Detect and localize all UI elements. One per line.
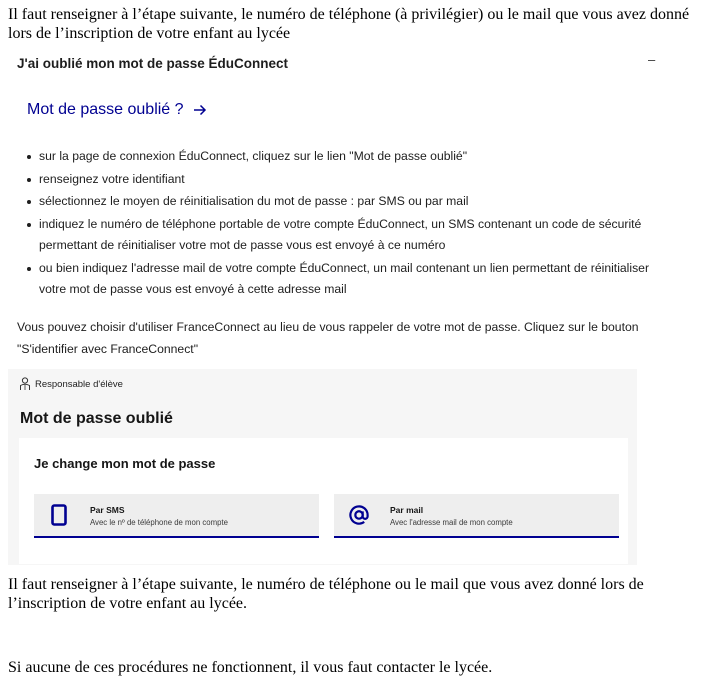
- forgot-password-link[interactable]: [27, 101, 207, 119]
- at-sign-icon: [348, 504, 370, 526]
- mail-option-label: Par mail: [390, 505, 424, 515]
- list-item: sur la page de connexion ÉduConnect, cliquez sur le lien "Mot de passe oublié": [27, 146, 667, 168]
- forgot-password-page-screenshot: [8, 369, 637, 565]
- sms-option-button[interactable]: [34, 494, 319, 538]
- mail-option-sublabel: Avec l'adresse mail de mon compte: [390, 518, 513, 527]
- role-indicator: [19, 377, 123, 391]
- mail-option-button[interactable]: [334, 494, 619, 538]
- intro-paragraph: Il faut renseigner à l’étape suivante, le numéro de téléphone (à privilégier) ou le mail que vous avez donné lors de l’inscription de votre enfant au lycée: [8, 6, 690, 42]
- list-item: sélectionnez le moyen de réinitialisation du mot de passe : par SMS ou par mail: [27, 191, 667, 213]
- steps-list: [27, 146, 667, 302]
- section-title: J'ai oublié mon mot de passe ÉduConnect: [17, 56, 289, 71]
- collapse-toggle[interactable]: –: [648, 52, 656, 67]
- list-item: renseignez votre identifiant: [27, 169, 667, 191]
- phone-icon: [48, 504, 70, 526]
- arrow-right-icon: [193, 104, 207, 116]
- card-title: Je change mon mot de passe: [34, 456, 216, 471]
- final-paragraph: Si aucune de ces procédures ne fonctionnent, il vous faut contacter le lycée.: [8, 659, 493, 676]
- second-paragraph: Il faut renseigner à l’étape suivante, le numéro de téléphone ou le mail que vous avez donné lors de l’inscription de votre enfant au lycée.: [8, 576, 644, 612]
- user-icon: [19, 377, 31, 391]
- page-title: Mot de passe oublié: [20, 410, 173, 427]
- sms-option-label: Par SMS: [90, 505, 125, 515]
- forgot-password-link-label: Mot de passe oublié ?: [27, 101, 184, 118]
- role-label: Responsable d'élève: [35, 378, 123, 390]
- sms-option-sublabel: Avec le nº de téléphone de mon compte: [90, 518, 228, 527]
- list-item: ou bien indiquez l'adresse mail de votre compte ÉduConnect, un mail contenant un lien permettant de réinitialiser votre mot de passe vous est envoyé à cette adresse mail: [27, 258, 667, 301]
- educonnect-help-screenshot: [8, 47, 708, 362]
- change-password-card: [19, 438, 628, 564]
- list-item: indiquez le numéro de téléphone portable de votre compte ÉduConnect, un SMS contenant un code de sécurité permettant de réinitialiser votre mot de passe vous est envoyé à ce numéro: [27, 214, 667, 257]
- franceconnect-note: Vous pouvez choisir d'utiliser FranceConnect au lieu de vous rappeler de votre mot de passe. Cliquez sur le bouton "S'identifier avec FranceConnect": [17, 320, 639, 356]
